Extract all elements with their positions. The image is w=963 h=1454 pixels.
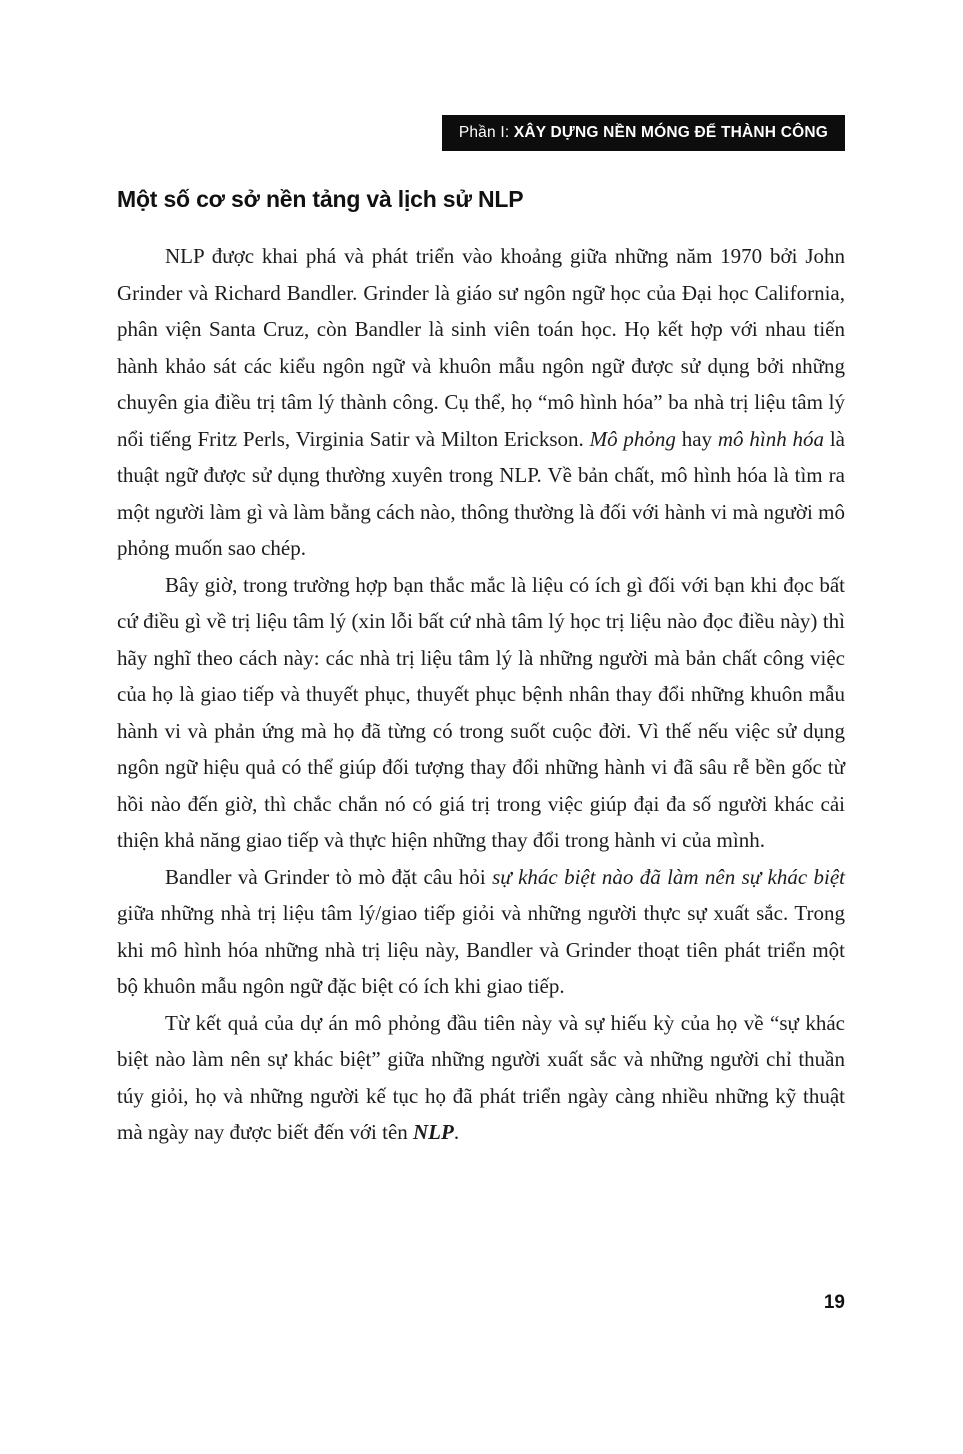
paragraph-4: Từ kết quả của dự án mô phỏng đầu tiên này và sự hiếu kỳ của họ về “sự khác biệt nào làm nên sự khác biệt” giữa những người xuất sắc và những người chỉ thuần túy giỏi, họ và những người kế tục họ đã phát triển ngày càng nhiều những kỹ thuật mà ngày nay được biết đến với tên NLP. <box>117 1010 845 1144</box>
paragraph-3: Bandler và Grinder tò mò đặt câu hỏi sự khác biệt nào đã làm nên sự khác biệt giữa những nhà trị liệu tâm lý/giao tiếp giỏi và những người thực sự xuất sắc. Trong khi mô hình hóa những nhà trị liệu này, Bandler và Grinder thoạt tiên phát triển một bộ khuôn mẫu ngôn ngữ đặc biệt có ích khi giao tiếp. <box>117 864 846 998</box>
paragraph-2: Bây giờ, trong trường hợp bạn thắc mắc là liệu có ích gì đối với bạn khi đọc bất cứ điều gì về trị liệu tâm lý (xin lỗi bất cứ nhà tâm lý học trị liệu nào đọc điều này) thì hãy nghĩ theo cách này: các nhà trị liệu tâm lý là những người mà bản chất công việc của họ là giao tiếp và thuyết phục, thuyết phục bệnh nhân thay đổi những khuôn mẫu hành vi và phản ứng mà họ đã từng có trong suốt cuộc đời. Vì thế nếu việc sử dụng ngôn ngữ hiệu quả có thể giúp đối tượng thay đổi những hành vi đã sâu rễ bền gốc từ hồi nào đến giờ, thì chắc chắn nó có giá trị trong việc giúp đại đa số người khác cải thiện khả năng giao tiếp và thực hiện những thay đổi trong hành vi của mình. <box>117 572 845 852</box>
section-heading: Một số cơ sở nền tảng và lịch sử NLP <box>117 186 524 212</box>
part-label: Phần I: <box>458 124 514 141</box>
part-title: XÂY DỰNG NỀN MÓNG ĐỂ THÀNH CÔNG <box>513 124 828 141</box>
body-text <box>117 238 845 1151</box>
paragraph-1: NLP được khai phá và phát triển vào khoảng giữa những năm 1970 bởi John Grinder và Richard Bandler. Grinder là giáo sư ngôn ngữ học của Đại học California, phân viện Santa Cruz, còn Bandler là sinh viên toán học. Họ kết hợp với nhau tiến hành khảo sát các kiểu ngôn ngữ và khuôn mẫu ngôn ngữ được sử dụng bởi những chuyên gia điều trị tâm lý thành công. Cụ thể, họ “mô hình hóa” ba nhà trị liệu tâm lý nổi tiếng Fritz Perls, Virginia Satir và Milton Erickson. Mô phỏng hay mô hình hóa là thuật ngữ được sử dụng thường xuyên trong NLP. Về bản chất, mô hình hóa là tìm ra một người làm gì và làm bằng cách nào, thông thường là đối với hành vi mà người mô phỏng muốn sao chép. <box>117 244 846 560</box>
page-number: 19 <box>823 1292 845 1313</box>
running-header <box>442 115 845 151</box>
